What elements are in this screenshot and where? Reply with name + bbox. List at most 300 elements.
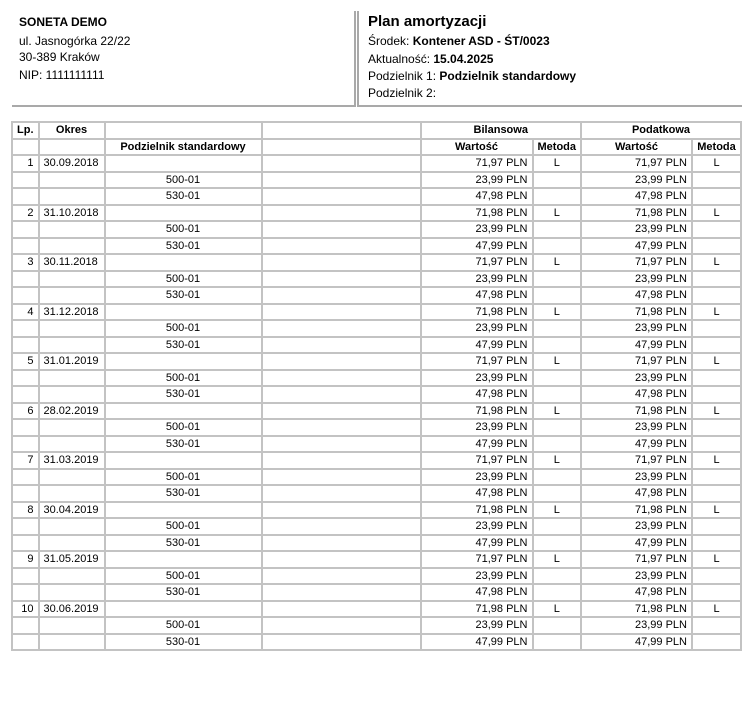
- period-date-cell: 30.09.2018: [39, 155, 105, 172]
- account-cell: 500-01: [105, 320, 262, 337]
- empty-cell: [262, 155, 421, 172]
- tax-method-cell: L: [692, 403, 741, 420]
- period-date-cell: [39, 188, 105, 205]
- divider-cell: [105, 452, 262, 469]
- lp-cell: [12, 271, 39, 288]
- col-tax-group: Podatkowa: [581, 122, 741, 139]
- period-date-cell: [39, 419, 105, 436]
- tax-method-cell: [692, 617, 741, 634]
- divider2-line: [368, 85, 436, 101]
- balance-method-cell: L: [533, 601, 582, 618]
- tax-method-cell: L: [692, 452, 741, 469]
- lp-cell: 9: [12, 551, 39, 568]
- period-date-cell: 30.04.2019: [39, 502, 105, 519]
- period-date-cell: [39, 337, 105, 354]
- tax-value-cell: 23,99 PLN: [581, 518, 692, 535]
- balance-method-cell: [533, 469, 582, 486]
- lp-cell: [12, 634, 39, 651]
- balance-value-cell: 71,98 PLN: [421, 502, 533, 519]
- empty-cell: [262, 188, 421, 205]
- tax-method-cell: L: [692, 551, 741, 568]
- split-row: [12, 535, 741, 552]
- tax-method-cell: L: [692, 254, 741, 271]
- divider-cell: [105, 551, 262, 568]
- divider2-label: Podzielnik 2:: [368, 86, 437, 100]
- balance-method-cell: [533, 287, 582, 304]
- tax-method-cell: [692, 535, 741, 552]
- tax-method-cell: L: [692, 353, 741, 370]
- lp-cell: [12, 469, 39, 486]
- balance-value-cell: 23,99 PLN: [421, 221, 533, 238]
- col-empty-2: [262, 122, 421, 139]
- period-row: [12, 502, 741, 519]
- tax-value-cell: 23,99 PLN: [581, 320, 692, 337]
- balance-method-cell: [533, 535, 582, 552]
- account-cell: 530-01: [105, 386, 262, 403]
- tax-value-cell: 23,99 PLN: [581, 271, 692, 288]
- table-body: [12, 155, 741, 650]
- account-cell: 500-01: [105, 221, 262, 238]
- empty-cell: [262, 353, 421, 370]
- period-date-cell: [39, 238, 105, 255]
- lp-cell: [12, 386, 39, 403]
- tax-value-cell: 71,98 PLN: [581, 304, 692, 321]
- account-cell: 530-01: [105, 634, 262, 651]
- header-row-1: [12, 122, 741, 139]
- divider-cell: [105, 254, 262, 271]
- lp-cell: 3: [12, 254, 39, 271]
- account-cell: 530-01: [105, 287, 262, 304]
- empty-cell: [262, 502, 421, 519]
- split-row: [12, 584, 741, 601]
- split-row: [12, 172, 741, 189]
- tax-method-cell: [692, 172, 741, 189]
- split-row: [12, 370, 741, 387]
- split-row: [12, 568, 741, 585]
- empty-cell: [262, 238, 421, 255]
- lp-cell: [12, 238, 39, 255]
- tax-value-cell: 23,99 PLN: [581, 568, 692, 585]
- period-date-cell: [39, 485, 105, 502]
- balance-value-cell: 47,98 PLN: [421, 188, 533, 205]
- tax-method-cell: L: [692, 304, 741, 321]
- account-cell: 530-01: [105, 584, 262, 601]
- balance-method-cell: [533, 320, 582, 337]
- col-balance-value: Wartość: [421, 139, 533, 156]
- period-row: [12, 601, 741, 618]
- company-street: ul. Jasnogórka 22/22: [19, 34, 131, 48]
- document-info: [357, 11, 742, 107]
- balance-method-cell: [533, 485, 582, 502]
- tax-method-cell: [692, 320, 741, 337]
- period-row: [12, 254, 741, 271]
- tax-method-cell: [692, 584, 741, 601]
- empty-cell: [262, 254, 421, 271]
- lp-cell: 7: [12, 452, 39, 469]
- account-cell: 500-01: [105, 370, 262, 387]
- tax-value-cell: 71,98 PLN: [581, 403, 692, 420]
- tax-method-cell: [692, 287, 741, 304]
- lp-cell: 1: [12, 155, 39, 172]
- account-cell: 530-01: [105, 436, 262, 453]
- divider1-line: [368, 68, 576, 84]
- divider-cell: [105, 502, 262, 519]
- balance-method-cell: [533, 238, 582, 255]
- period-date-cell: 31.10.2018: [39, 205, 105, 222]
- date-value: 15.04.2025: [433, 52, 494, 66]
- period-row: [12, 205, 741, 222]
- empty-cell: [262, 535, 421, 552]
- balance-method-cell: L: [533, 502, 582, 519]
- balance-value-cell: 47,98 PLN: [421, 287, 533, 304]
- tax-method-cell: [692, 485, 741, 502]
- tax-method-cell: [692, 271, 741, 288]
- empty-cell: [262, 337, 421, 354]
- tax-value-cell: 23,99 PLN: [581, 469, 692, 486]
- period-date-cell: [39, 634, 105, 651]
- balance-method-cell: [533, 271, 582, 288]
- balance-value-cell: 71,97 PLN: [421, 452, 533, 469]
- lp-cell: 8: [12, 502, 39, 519]
- tax-method-cell: [692, 419, 741, 436]
- split-row: [12, 485, 741, 502]
- balance-method-cell: L: [533, 205, 582, 222]
- tax-value-cell: 47,98 PLN: [581, 287, 692, 304]
- empty-cell: [262, 469, 421, 486]
- lp-cell: [12, 287, 39, 304]
- tax-method-cell: [692, 337, 741, 354]
- period-row: [12, 452, 741, 469]
- tax-value-cell: 47,99 PLN: [581, 634, 692, 651]
- balance-value-cell: 71,97 PLN: [421, 254, 533, 271]
- split-row: [12, 518, 741, 535]
- account-cell: 500-01: [105, 518, 262, 535]
- date-label: Aktualność:: [368, 52, 434, 66]
- tax-value-cell: 47,99 PLN: [581, 337, 692, 354]
- company-name: SONETA DEMO: [19, 15, 108, 29]
- period-date-cell: 28.02.2019: [39, 403, 105, 420]
- tax-value-cell: 47,98 PLN: [581, 188, 692, 205]
- account-cell: 500-01: [105, 568, 262, 585]
- balance-value-cell: 23,99 PLN: [421, 568, 533, 585]
- document-title: Plan amortyzacji: [368, 13, 487, 30]
- balance-method-cell: [533, 337, 582, 354]
- balance-value-cell: 23,99 PLN: [421, 320, 533, 337]
- col-empty-3: [12, 139, 39, 156]
- tax-value-cell: 71,98 PLN: [581, 502, 692, 519]
- empty-cell: [262, 551, 421, 568]
- empty-cell: [262, 617, 421, 634]
- empty-cell: [262, 221, 421, 238]
- balance-method-cell: [533, 584, 582, 601]
- balance-value-cell: 23,99 PLN: [421, 469, 533, 486]
- tax-method-cell: [692, 568, 741, 585]
- period-date-cell: 31.12.2018: [39, 304, 105, 321]
- balance-value-cell: 23,99 PLN: [421, 419, 533, 436]
- tax-value-cell: 47,98 PLN: [581, 584, 692, 601]
- account-cell: 500-01: [105, 617, 262, 634]
- account-cell: 500-01: [105, 172, 262, 189]
- tax-value-cell: 71,98 PLN: [581, 601, 692, 618]
- tax-value-cell: 71,97 PLN: [581, 452, 692, 469]
- balance-method-cell: L: [533, 452, 582, 469]
- empty-cell: [262, 271, 421, 288]
- account-cell: 500-01: [105, 469, 262, 486]
- divider1-label: Podzielnik 1:: [368, 69, 440, 83]
- lp-cell: [12, 419, 39, 436]
- lp-cell: [12, 485, 39, 502]
- balance-value-cell: 47,99 PLN: [421, 238, 533, 255]
- tax-value-cell: 47,99 PLN: [581, 535, 692, 552]
- tax-value-cell: 71,97 PLN: [581, 551, 692, 568]
- tax-method-cell: [692, 370, 741, 387]
- balance-method-cell: [533, 518, 582, 535]
- lp-cell: 6: [12, 403, 39, 420]
- lp-cell: [12, 188, 39, 205]
- period-date-cell: [39, 320, 105, 337]
- empty-cell: [262, 386, 421, 403]
- account-cell: 530-01: [105, 485, 262, 502]
- empty-cell: [262, 320, 421, 337]
- tax-value-cell: 23,99 PLN: [581, 370, 692, 387]
- balance-method-cell: L: [533, 551, 582, 568]
- period-date-cell: 30.06.2019: [39, 601, 105, 618]
- period-date-cell: [39, 370, 105, 387]
- tax-value-cell: 47,99 PLN: [581, 238, 692, 255]
- lp-cell: 2: [12, 205, 39, 222]
- split-row: [12, 320, 741, 337]
- balance-value-cell: 71,98 PLN: [421, 403, 533, 420]
- col-tax-method: Metoda: [692, 139, 741, 156]
- divider-cell: [105, 403, 262, 420]
- lp-cell: 5: [12, 353, 39, 370]
- period-date-cell: [39, 535, 105, 552]
- period-date-cell: 31.05.2019: [39, 551, 105, 568]
- balance-value-cell: 71,98 PLN: [421, 205, 533, 222]
- tax-value-cell: 23,99 PLN: [581, 617, 692, 634]
- divider1-value: Podzielnik standardowy: [439, 69, 577, 83]
- balance-value-cell: 23,99 PLN: [421, 617, 533, 634]
- asset-value: Kontener ASD - ŚT/0023: [412, 34, 550, 48]
- lp-cell: [12, 337, 39, 354]
- lp-cell: 4: [12, 304, 39, 321]
- empty-cell: [262, 205, 421, 222]
- empty-cell: [262, 304, 421, 321]
- tax-method-cell: L: [692, 502, 741, 519]
- balance-method-cell: [533, 634, 582, 651]
- tax-method-cell: [692, 436, 741, 453]
- col-balance-method: Metoda: [533, 139, 582, 156]
- tax-method-cell: [692, 188, 741, 205]
- period-row: [12, 403, 741, 420]
- account-cell: 530-01: [105, 535, 262, 552]
- balance-method-cell: [533, 370, 582, 387]
- balance-method-cell: [533, 617, 582, 634]
- empty-cell: [262, 436, 421, 453]
- period-date-cell: [39, 386, 105, 403]
- divider-cell: [105, 155, 262, 172]
- balance-value-cell: 71,97 PLN: [421, 551, 533, 568]
- split-row: [12, 287, 741, 304]
- period-row: [12, 353, 741, 370]
- balance-method-cell: L: [533, 254, 582, 271]
- balance-method-cell: L: [533, 304, 582, 321]
- amortization-table: [11, 121, 742, 651]
- balance-method-cell: [533, 568, 582, 585]
- tax-value-cell: 47,98 PLN: [581, 386, 692, 403]
- empty-cell: [262, 518, 421, 535]
- divider-cell: [105, 205, 262, 222]
- balance-value-cell: 71,97 PLN: [421, 353, 533, 370]
- balance-method-cell: [533, 172, 582, 189]
- balance-method-cell: L: [533, 155, 582, 172]
- empty-cell: [262, 403, 421, 420]
- period-date-cell: [39, 568, 105, 585]
- balance-value-cell: 23,99 PLN: [421, 172, 533, 189]
- lp-cell: 10: [12, 601, 39, 618]
- split-row: [12, 634, 741, 651]
- tax-value-cell: 71,97 PLN: [581, 155, 692, 172]
- col-lp: Lp.: [12, 122, 39, 139]
- balance-method-cell: [533, 436, 582, 453]
- period-date-cell: [39, 436, 105, 453]
- date-line: [368, 51, 493, 67]
- asset-line: [368, 33, 550, 49]
- balance-method-cell: [533, 419, 582, 436]
- empty-cell: [262, 172, 421, 189]
- tax-method-cell: [692, 518, 741, 535]
- company-nip: NIP: 1111111111: [19, 68, 105, 82]
- lp-cell: [12, 370, 39, 387]
- tax-method-cell: L: [692, 601, 741, 618]
- balance-value-cell: 23,99 PLN: [421, 271, 533, 288]
- period-row: [12, 304, 741, 321]
- tax-value-cell: 71,97 PLN: [581, 254, 692, 271]
- split-row: [12, 238, 741, 255]
- lp-cell: [12, 568, 39, 585]
- balance-value-cell: 47,98 PLN: [421, 485, 533, 502]
- empty-cell: [262, 287, 421, 304]
- lp-cell: [12, 436, 39, 453]
- empty-cell: [262, 419, 421, 436]
- balance-value-cell: 23,99 PLN: [421, 518, 533, 535]
- split-row: [12, 436, 741, 453]
- balance-value-cell: 47,98 PLN: [421, 584, 533, 601]
- tax-method-cell: [692, 221, 741, 238]
- period-date-cell: 31.01.2019: [39, 353, 105, 370]
- tax-value-cell: 23,99 PLN: [581, 419, 692, 436]
- tax-value-cell: 23,99 PLN: [581, 172, 692, 189]
- balance-value-cell: 47,98 PLN: [421, 386, 533, 403]
- period-row: [12, 551, 741, 568]
- col-empty-4: [39, 139, 105, 156]
- balance-method-cell: [533, 221, 582, 238]
- lp-cell: [12, 172, 39, 189]
- empty-cell: [262, 485, 421, 502]
- empty-cell: [262, 601, 421, 618]
- lp-cell: [12, 320, 39, 337]
- asset-label: Środek:: [368, 34, 413, 48]
- balance-method-cell: L: [533, 353, 582, 370]
- col-balance-group: Bilansowa: [421, 122, 582, 139]
- tax-method-cell: [692, 386, 741, 403]
- tax-value-cell: 47,99 PLN: [581, 436, 692, 453]
- balance-value-cell: 47,99 PLN: [421, 436, 533, 453]
- account-cell: 500-01: [105, 419, 262, 436]
- lp-cell: [12, 617, 39, 634]
- divider-cell: [105, 304, 262, 321]
- split-row: [12, 419, 741, 436]
- period-date-cell: [39, 287, 105, 304]
- split-row: [12, 337, 741, 354]
- tax-value-cell: 71,98 PLN: [581, 205, 692, 222]
- period-date-cell: [39, 518, 105, 535]
- col-divider: Podzielnik standardowy: [105, 139, 262, 156]
- tax-method-cell: L: [692, 155, 741, 172]
- lp-cell: [12, 584, 39, 601]
- period-date-cell: [39, 221, 105, 238]
- col-tax-value: Wartość: [581, 139, 692, 156]
- split-row: [12, 386, 741, 403]
- lp-cell: [12, 535, 39, 552]
- tax-method-cell: L: [692, 205, 741, 222]
- balance-method-cell: L: [533, 403, 582, 420]
- tax-method-cell: [692, 469, 741, 486]
- divider-cell: [105, 601, 262, 618]
- empty-cell: [262, 634, 421, 651]
- col-empty-1: [105, 122, 262, 139]
- period-date-cell: [39, 617, 105, 634]
- balance-method-cell: [533, 188, 582, 205]
- header-row-2: [12, 139, 741, 156]
- company-info: [12, 11, 356, 107]
- empty-cell: [262, 568, 421, 585]
- account-cell: 500-01: [105, 271, 262, 288]
- period-date-cell: [39, 469, 105, 486]
- balance-value-cell: 47,99 PLN: [421, 535, 533, 552]
- col-empty-5: [262, 139, 421, 156]
- balance-value-cell: 71,98 PLN: [421, 304, 533, 321]
- divider-cell: [105, 353, 262, 370]
- period-date-cell: [39, 271, 105, 288]
- balance-value-cell: 47,99 PLN: [421, 337, 533, 354]
- balance-value-cell: 23,99 PLN: [421, 370, 533, 387]
- empty-cell: [262, 370, 421, 387]
- tax-value-cell: 71,97 PLN: [581, 353, 692, 370]
- empty-cell: [262, 584, 421, 601]
- company-city: 30-389 Kraków: [19, 50, 100, 64]
- period-date-cell: [39, 584, 105, 601]
- tax-method-cell: [692, 238, 741, 255]
- split-row: [12, 617, 741, 634]
- col-period: Okres: [39, 122, 105, 139]
- period-date-cell: 30.11.2018: [39, 254, 105, 271]
- balance-value-cell: 71,98 PLN: [421, 601, 533, 618]
- period-date-cell: [39, 172, 105, 189]
- period-row: [12, 155, 741, 172]
- account-cell: 530-01: [105, 188, 262, 205]
- split-row: [12, 188, 741, 205]
- account-cell: 530-01: [105, 238, 262, 255]
- balance-value-cell: 47,99 PLN: [421, 634, 533, 651]
- tax-value-cell: 23,99 PLN: [581, 221, 692, 238]
- balance-value-cell: 71,97 PLN: [421, 155, 533, 172]
- empty-cell: [262, 452, 421, 469]
- lp-cell: [12, 221, 39, 238]
- tax-method-cell: [692, 634, 741, 651]
- split-row: [12, 469, 741, 486]
- lp-cell: [12, 518, 39, 535]
